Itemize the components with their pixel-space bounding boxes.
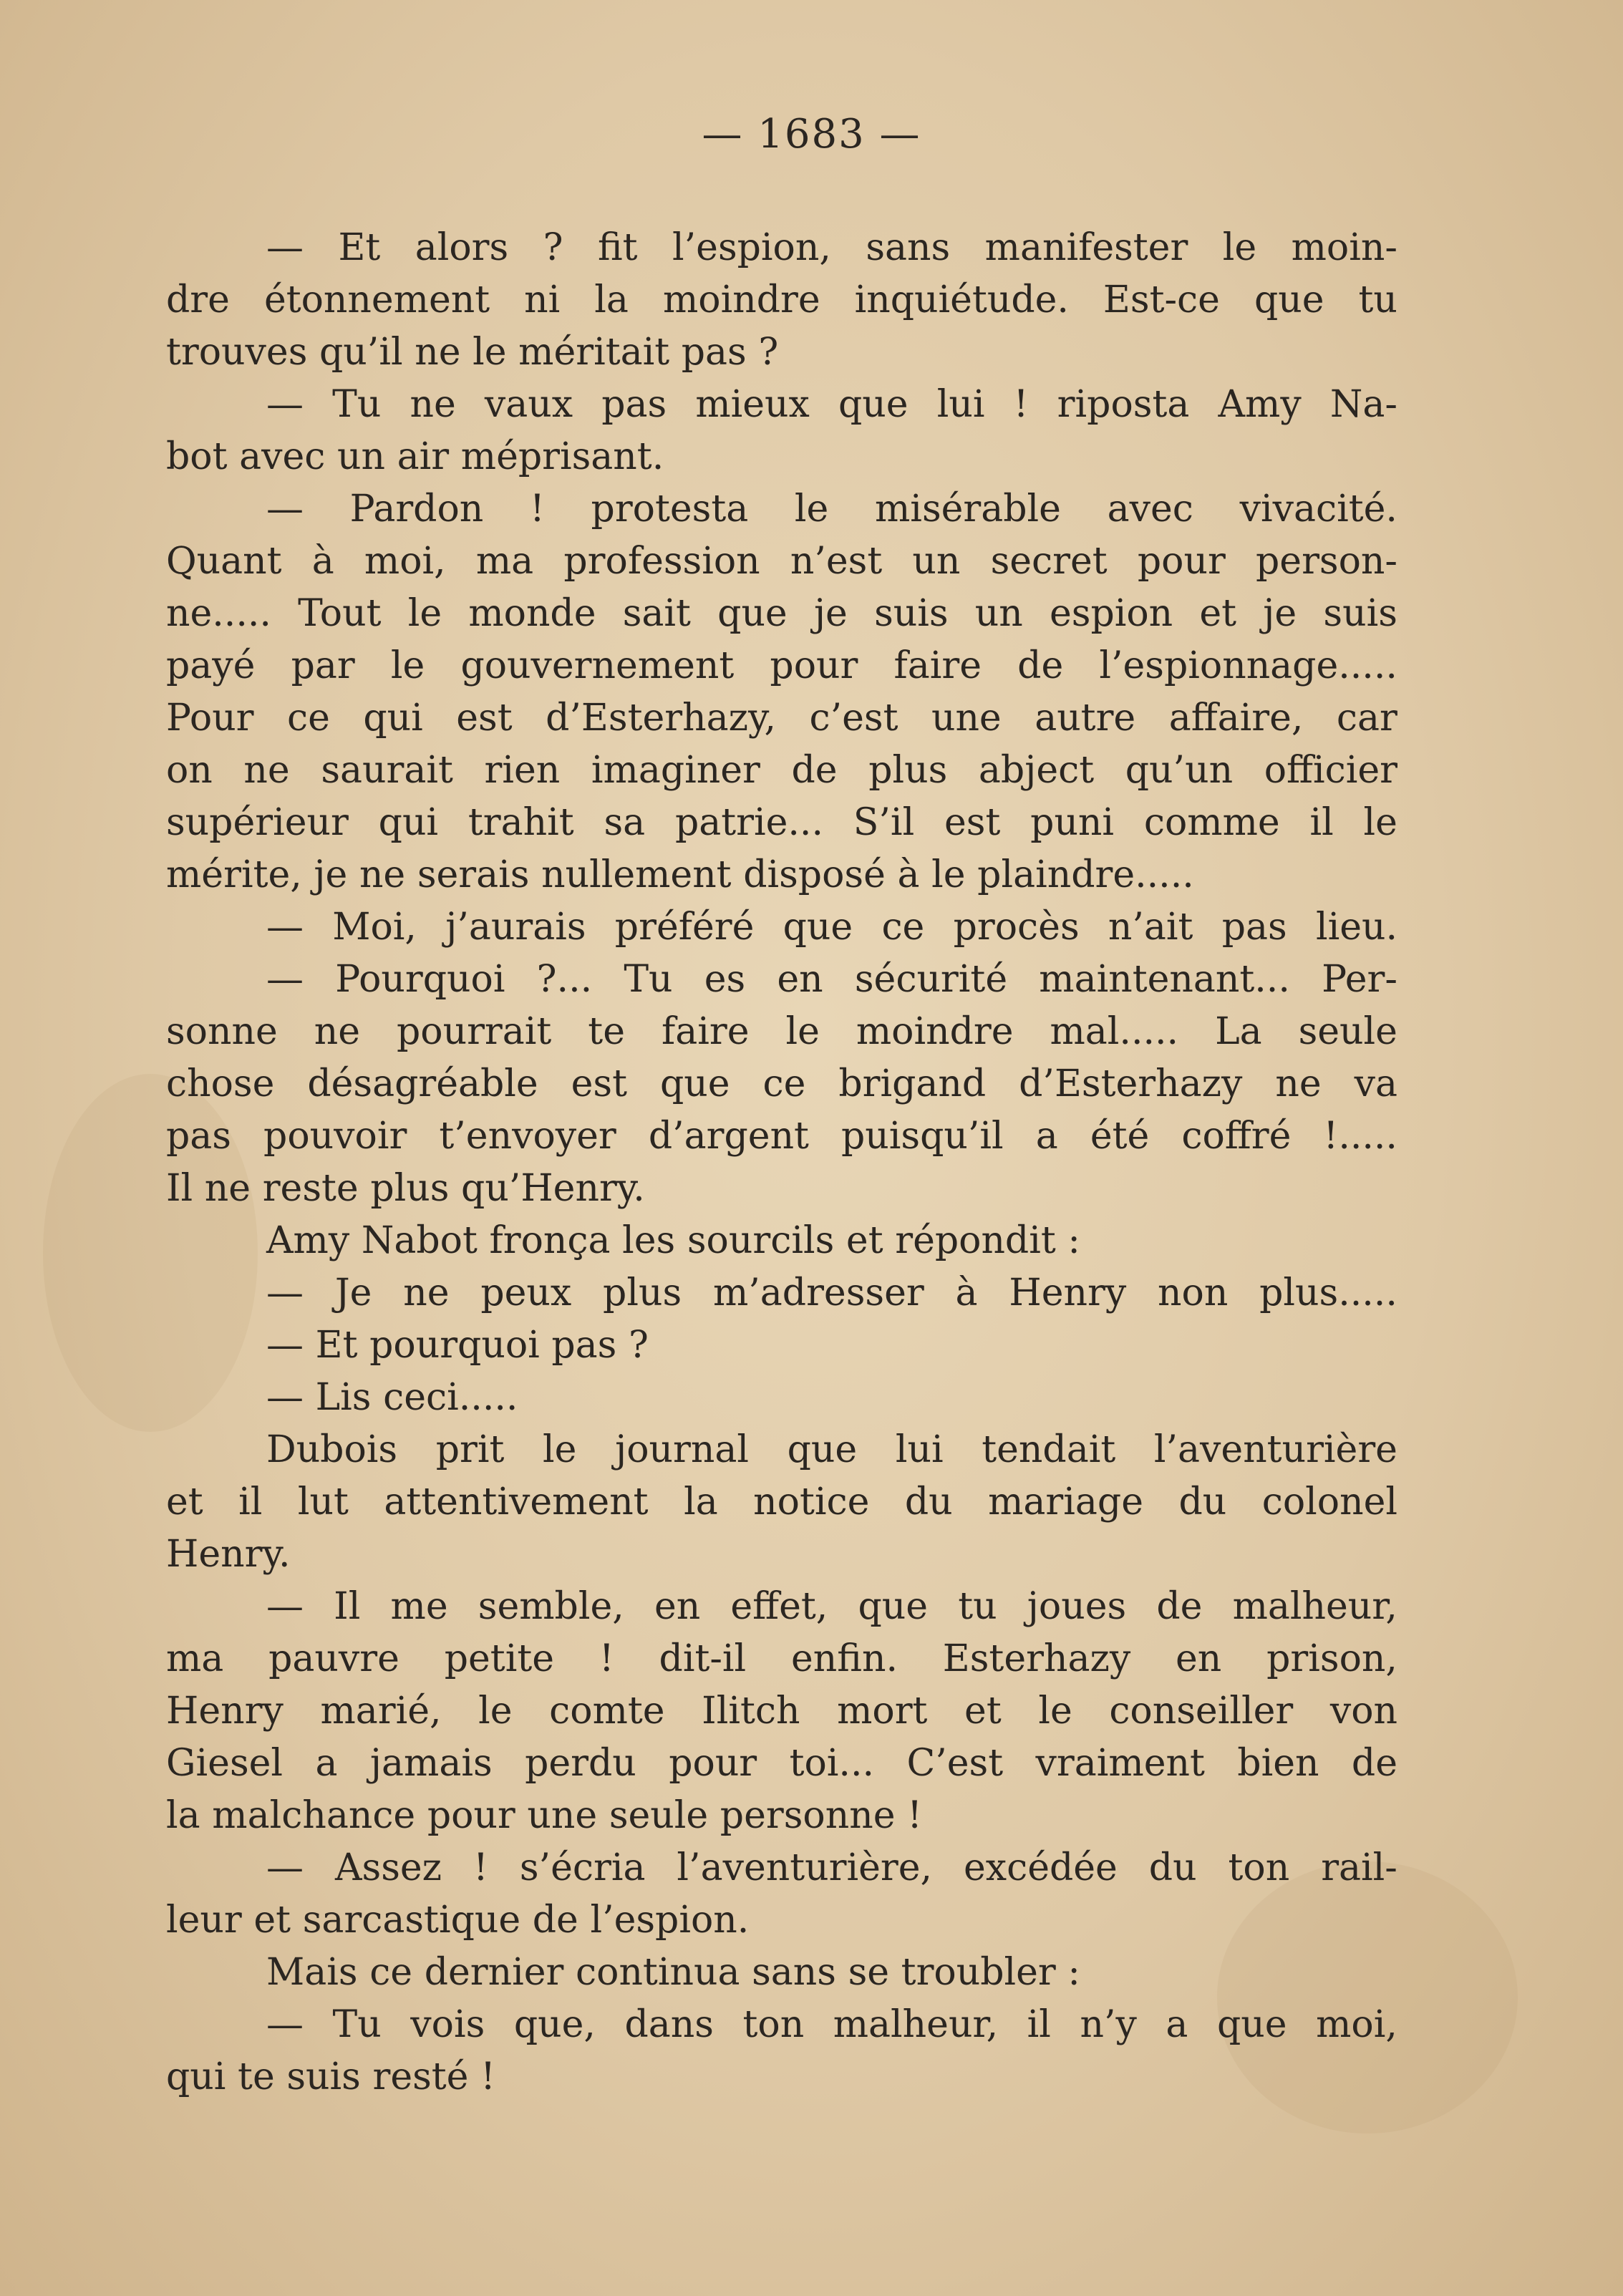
text-line: Amy Nabot fronça les sourcils et répondit : [266,1219,1080,1262]
text-line: ma pauvre petite ! dit-il enfin. Esterhazy en prison, [166,1637,1397,1680]
text-line: — Il me semble, en effet, que tu joues de malheur, [266,1585,1397,1628]
text-line: payé par le gouvernement pour faire de l’espionnage..... [166,644,1397,687]
text-line: — Pardon ! protesta le misérable avec vivacité. [266,488,1397,531]
text-line: pas pouvoir t’envoyer d’argent puisqu’il a été coffré !..... [166,1115,1397,1158]
text-line: — Je ne peux plus m’adresser à Henry non plus..... [266,1271,1397,1314]
text-line: mérite, je ne serais nullement disposé à le plaindre..... [166,853,1194,896]
text-line: — Tu ne vaux pas mieux que lui ! riposta Amy Na- [266,383,1397,426]
page-number: — 1683 — [702,111,921,158]
body-text [166,222,1397,2103]
text-line: dre étonnement ni la moindre inquiétude. Est-ce que tu [166,278,1397,321]
text-line: — Et alors ? fit l’espion, sans manifester le moin- [266,226,1397,269]
text-line: Il ne reste plus qu’Henry. [166,1167,645,1210]
text-line: Quant à moi, ma profession n’est un secret pour person- [166,540,1397,583]
text-line: ne..... Tout le monde sait que je suis un espion et je suis [166,592,1397,635]
text-line: Henry. [166,1533,291,1576]
text-line: et il lut attentivement la notice du mariage du colonel [166,1481,1397,1524]
text-line: bot avec un air méprisant. [166,435,664,478]
text-line: leur et sarcastique de l’espion. [166,1899,750,1942]
text-line: qui te suis resté ! [166,2055,495,2098]
text-line: — Et pourquoi pas ? [266,1324,649,1367]
text-line: supérieur qui trahit sa patrie... S’il est puni comme il le [166,801,1397,844]
text-line: Dubois prit le journal que lui tendait l’aventurière [266,1428,1397,1471]
text-line: — Pourquoi ?... Tu es en sécurité maintenant... Per- [266,958,1397,1001]
text-line: on ne saurait rien imaginer de plus abject qu’un officier [166,749,1397,792]
text-line: Giesel a jamais perdu pour toi... C’est vraiment bien de [166,1742,1397,1785]
text-line: sonne ne pourrait te faire le moindre mal..... La seule [166,1010,1397,1053]
text-line: — Assez ! s’écria l’aventurière, excédée du ton rail- [266,1846,1397,1889]
text-line: Henry marié, le comte Ilitch mort et le conseiller von [166,1690,1397,1733]
text-line: Mais ce dernier continua sans se troubler : [266,1951,1080,1994]
text-line: la malchance pour une seule personne ! [166,1794,922,1837]
text-line: trouves qu’il ne le méritait pas ? [166,331,779,374]
text-line: — Lis ceci..... [266,1376,518,1419]
text-line: Pour ce qui est d’Esterhazy, c’est une autre affaire, car [166,697,1397,740]
text-line: — Tu vois que, dans ton malheur, il n’y a que moi, [266,2003,1397,2046]
text-line: chose désagréable est que ce brigand d’Esterhazy ne va [166,1062,1397,1105]
text-line: — Moi, j’aurais préféré que ce procès n’ait pas lieu. [266,906,1397,949]
